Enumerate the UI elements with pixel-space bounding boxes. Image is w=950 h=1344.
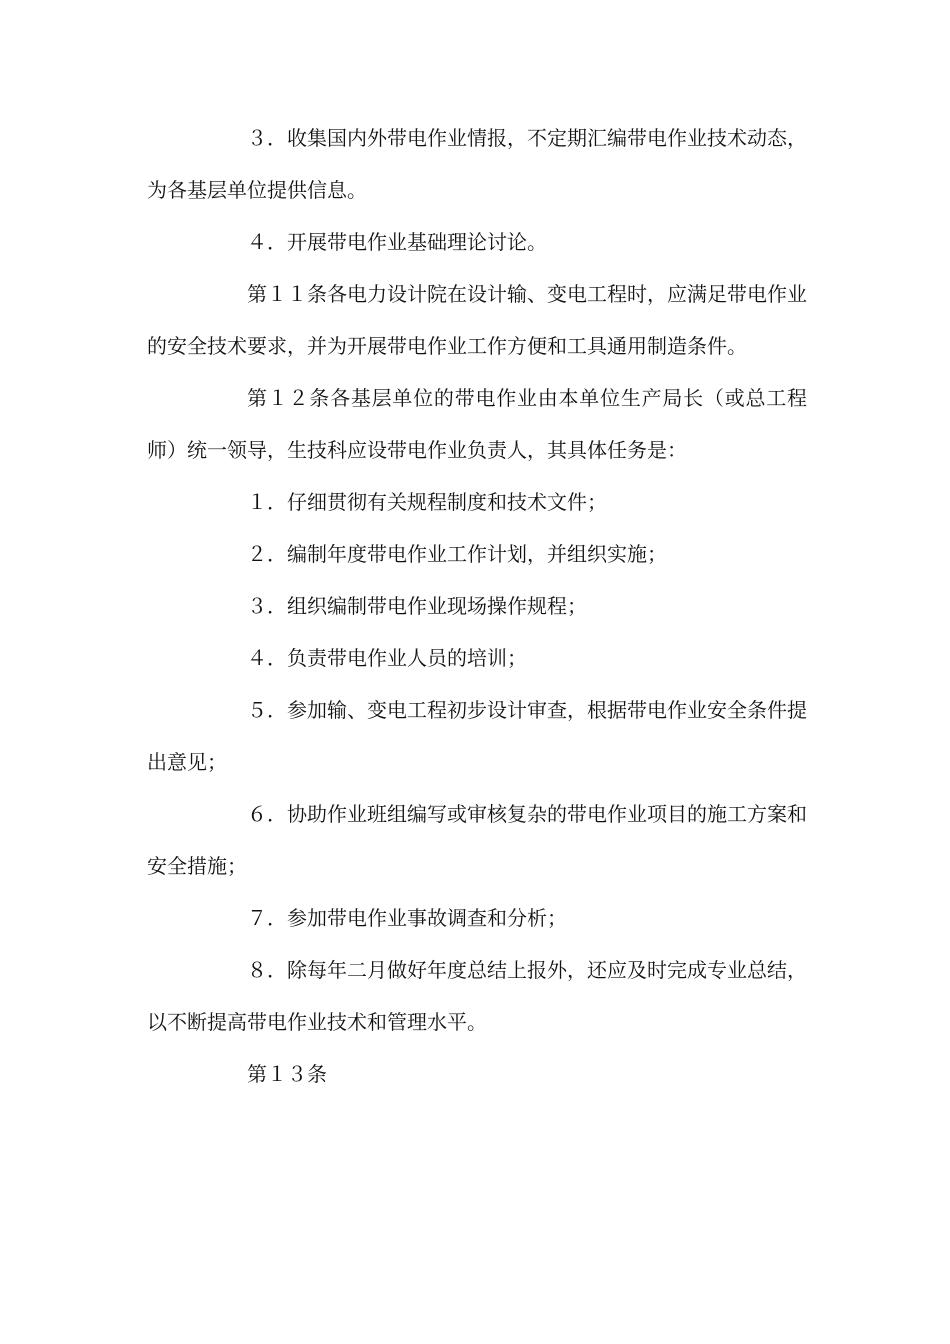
- paragraph-task-4: ４．负责带电作业人员的培训；: [247, 646, 527, 670]
- document-body: [147, 112, 807, 1100]
- paragraph-task-6: ６．协助作业班组编写或审核复杂的带电作业项目的施工方案和安全措施；: [147, 802, 807, 878]
- paragraph-task-3: ３．组织编制带电作业现场操作规程；: [247, 594, 587, 618]
- paragraph-article-11: 第１１条各电力设计院在设计输、变电工程时，应满足带电作业的安全技术要求，并为开展带电作业工作方便和工具通用制造条件。: [147, 282, 807, 358]
- paragraph-item-3-collect-info: ３．收集国内外带电作业情报，不定期汇编带电作业技术动态，为各基层单位提供信息。: [147, 126, 807, 202]
- paragraph-article-13: 第１３条: [247, 1062, 327, 1086]
- paragraph-task-2: ２．编制年度带电作业工作计划，并组织实施；: [247, 542, 667, 566]
- paragraph-article-12: 第１２条各基层单位的带电作业由本单位生产局长（或总工程师）统一领导，生技科应设带电作业负责人，其具体任务是：: [147, 386, 807, 462]
- paragraph-task-7: ７．参加带电作业事故调查和分析；: [247, 906, 567, 930]
- paragraph-task-8: ８．除每年二月做好年度总结上报外，还应及时完成专业总结，以不断提高带电作业技术和管理水平。: [147, 958, 807, 1034]
- paragraph-item-4-theory: ４．开展带电作业基础理论讨论。: [247, 230, 547, 254]
- paragraph-task-5: ５．参加输、变电工程初步设计审查，根据带电作业安全条件提出意见；: [147, 698, 807, 774]
- paragraph-task-1: １．仔细贯彻有关规程制度和技术文件；: [247, 490, 607, 514]
